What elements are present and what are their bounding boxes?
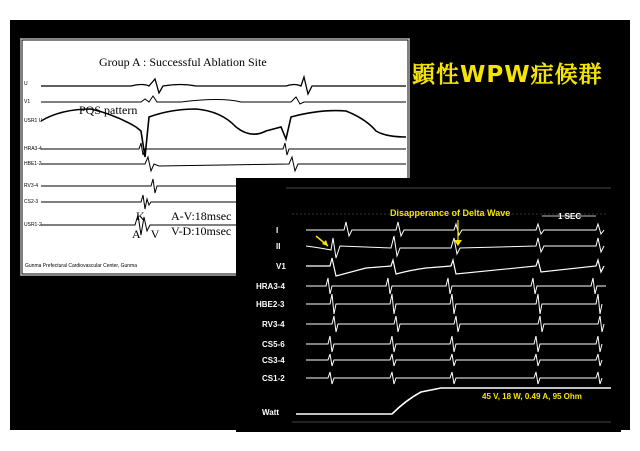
channel-label-cs1-2: CS1-2 (262, 374, 285, 383)
channel-label-hbe1-2: HBE1-2 (24, 161, 42, 167)
time-scale-label: 1 SEC (558, 212, 582, 221)
av-interval-label: A-V:18msec (171, 209, 232, 223)
slide-title: 顕性WPW症候群 (412, 62, 603, 88)
channel-label-hbe2-3: HBE2-3 (256, 300, 285, 309)
channel-label-i: I (276, 226, 279, 235)
channel-label-cs3-4: CS3-4 (262, 356, 285, 365)
channel-label-v1: V1 (276, 262, 286, 271)
channel-label-watt: Watt (262, 408, 280, 417)
panel-a-footer: Gunma Prefectural Cardiovascular Center, Gunma (25, 263, 137, 269)
channel-label-cs2-3: CS2-3 (24, 199, 39, 205)
channel-label-u: U (24, 81, 28, 87)
ablation-parameters: 45 V, 18 W, 0.49 A, 95 Ohm (482, 392, 582, 401)
av-marker-label: A V (132, 227, 164, 241)
channel-label-hra3-4: HRA3-4 (24, 146, 42, 152)
channel-label-cs5-6: CS5-6 (262, 340, 285, 349)
channel-label-rv3-4: RV3-4 (262, 320, 285, 329)
channel-label-rv3-4: RV3-4 (24, 183, 39, 189)
k-marker-label: K (136, 209, 145, 223)
panel-a-title: Group A : Successful Ablation Site (99, 55, 267, 69)
channel-label-ii: II (276, 242, 281, 251)
vd-interval-label: V-D:10msec (171, 224, 232, 238)
recording-panel-b (236, 178, 621, 432)
pqs-pattern-label: PQS pattern (79, 103, 138, 117)
channel-label-usr1-u: USR1 U (24, 118, 43, 124)
channel-label-v1: V1 (24, 99, 31, 105)
channel-label-hra3-4: HRA3-4 (256, 282, 285, 291)
channel-label-usr1-2: USR1-2 (24, 222, 42, 228)
delta-wave-annotation: Disapperance of Delta Wave (390, 208, 511, 218)
